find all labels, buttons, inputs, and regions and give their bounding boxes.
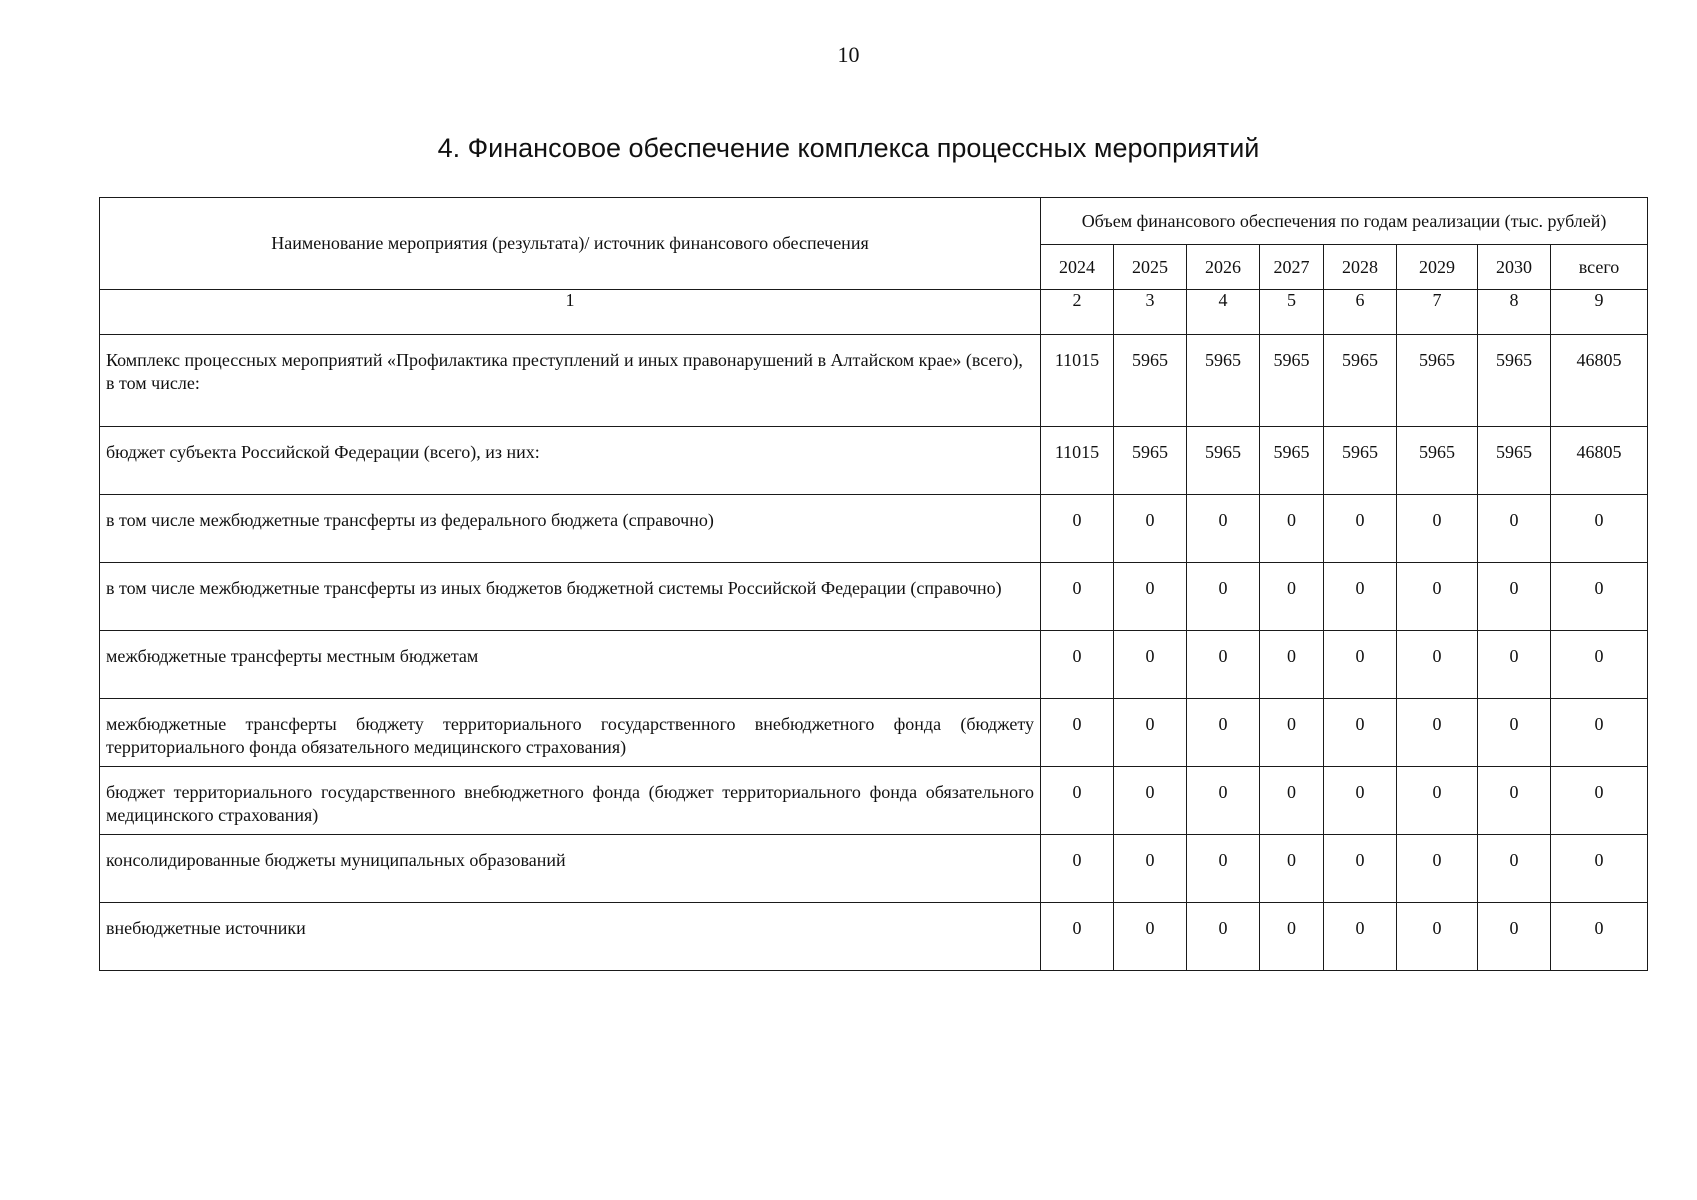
row-value: 0: [1260, 699, 1324, 767]
row-value: 0: [1397, 495, 1478, 563]
row-value: 0: [1114, 631, 1187, 699]
year-column-header: 2029: [1397, 245, 1478, 290]
row-value: 0: [1260, 631, 1324, 699]
row-value: 0: [1324, 495, 1397, 563]
row-value: 0: [1478, 835, 1551, 903]
year-column-header: 2027: [1260, 245, 1324, 290]
page-title: 4. Финансовое обеспечение комплекса процессных мероприятий: [437, 133, 1260, 163]
row-value: 0: [1041, 563, 1114, 631]
row-value: 0: [1551, 699, 1648, 767]
row-value: 0: [1260, 495, 1324, 563]
row-value: 0: [1187, 903, 1260, 971]
row-value: 0: [1041, 835, 1114, 903]
year-column-header: 2025: [1114, 245, 1187, 290]
table-row: [100, 903, 1648, 971]
column-number: 9: [1551, 290, 1648, 335]
row-value: 0: [1041, 699, 1114, 767]
row-value: 0: [1478, 495, 1551, 563]
row-label: [100, 631, 1041, 699]
row-value: 46805: [1551, 427, 1648, 495]
row-value: 0: [1478, 563, 1551, 631]
row-value: 0: [1041, 631, 1114, 699]
row-value: 0: [1041, 767, 1114, 835]
row-value: 0: [1187, 699, 1260, 767]
row-value: 0: [1114, 563, 1187, 631]
row-value: 0: [1114, 767, 1187, 835]
row-value: 5965: [1324, 335, 1397, 427]
column-number: 1: [100, 290, 1041, 335]
row-value: 0: [1551, 631, 1648, 699]
row-label: [100, 699, 1041, 767]
row-value: 0: [1397, 699, 1478, 767]
row-value: 0: [1114, 699, 1187, 767]
row-value: 0: [1551, 767, 1648, 835]
table-row: [100, 427, 1648, 495]
year-column-header: 2026: [1187, 245, 1260, 290]
row-value: 0: [1551, 495, 1648, 563]
row-value: 0: [1324, 767, 1397, 835]
table-row: [100, 835, 1648, 903]
column-number: 8: [1478, 290, 1551, 335]
row-value: 0: [1324, 699, 1397, 767]
row-value: 0: [1551, 903, 1648, 971]
row-value: 0: [1397, 767, 1478, 835]
row-label-text: внебюджетные источники: [106, 918, 306, 938]
row-value: 0: [1114, 903, 1187, 971]
row-value: 0: [1324, 903, 1397, 971]
row-value: 5965: [1478, 335, 1551, 427]
row-value: 0: [1260, 767, 1324, 835]
row-label: [100, 427, 1041, 495]
row-value: 5965: [1478, 427, 1551, 495]
row-value: 11015: [1041, 335, 1114, 427]
row-value: 5965: [1324, 427, 1397, 495]
table-row: [100, 495, 1648, 563]
row-value: 0: [1551, 835, 1648, 903]
year-column-header: 2030: [1478, 245, 1551, 290]
row-value: 5965: [1397, 335, 1478, 427]
column-number: 5: [1260, 290, 1324, 335]
row-value: 0: [1397, 835, 1478, 903]
row-value: 11015: [1041, 427, 1114, 495]
row-value: 5965: [1114, 335, 1187, 427]
row-value: 0: [1187, 495, 1260, 563]
row-value: 0: [1260, 563, 1324, 631]
row-value: 0: [1397, 631, 1478, 699]
row-value: 5965: [1260, 427, 1324, 495]
row-value: 0: [1260, 903, 1324, 971]
row-value: 0: [1187, 835, 1260, 903]
row-label-text: Комплекс процессных мероприятий «Профилактика преступлений и иных правонарушений в Алтайском крае» (всего),: [106, 350, 1023, 370]
row-value: 0: [1041, 903, 1114, 971]
row-label-text: консолидированные бюджеты муниципальных образований: [106, 850, 566, 870]
row-value: 0: [1187, 631, 1260, 699]
year-column-header: 2024: [1041, 245, 1114, 290]
row-label-text: в том числе межбюджетные трансферты из иных бюджетов бюджетной системы Российской Федерации (справочно): [106, 578, 1002, 598]
row-value: 0: [1397, 563, 1478, 631]
row-label: [100, 835, 1041, 903]
column-number: 2: [1041, 290, 1114, 335]
row-value: 5965: [1114, 427, 1187, 495]
volume-group-header: Объем финансового обеспечения по годам реализации (тыс. рублей): [1041, 198, 1648, 245]
row-label: [100, 903, 1041, 971]
row-value: 5965: [1260, 335, 1324, 427]
row-value: 0: [1478, 903, 1551, 971]
row-value: 0: [1114, 835, 1187, 903]
row-value: 0: [1478, 699, 1551, 767]
year-column-header: всего: [1551, 245, 1648, 290]
row-value: 0: [1397, 903, 1478, 971]
row-label-text: бюджет территориального государственного внебюджетного фонда (бюджет территориального фонда обязательного медицинского страхования): [106, 782, 1034, 825]
row-value: 5965: [1397, 427, 1478, 495]
row-value: 0: [1551, 563, 1648, 631]
column-number: 3: [1114, 290, 1187, 335]
row-value: 0: [1260, 835, 1324, 903]
table-row: [100, 335, 1648, 427]
row-label-text: бюджет субъекта Российской Федерации (всего), из них:: [106, 442, 540, 462]
row-label-text: в том числе межбюджетные трансферты из федерального бюджета (справочно): [106, 510, 714, 530]
row-value: 46805: [1551, 335, 1648, 427]
row-value: 0: [1478, 767, 1551, 835]
row-value: 5965: [1187, 427, 1260, 495]
row-value: 0: [1187, 767, 1260, 835]
row-value: 0: [1478, 631, 1551, 699]
row-label: [100, 563, 1041, 631]
row-value: 0: [1324, 563, 1397, 631]
row-value: 0: [1324, 835, 1397, 903]
table-row: [100, 767, 1648, 835]
row-value: 0: [1114, 495, 1187, 563]
row-label: [100, 495, 1041, 563]
row-label: [100, 335, 1041, 427]
table-row: [100, 699, 1648, 767]
column-number: 7: [1397, 290, 1478, 335]
column-number: 6: [1324, 290, 1397, 335]
column-number: 4: [1187, 290, 1260, 335]
row-value: 0: [1187, 563, 1260, 631]
name-column-header: Наименование мероприятия (результата)/ источник финансового обеспечения: [100, 198, 1041, 290]
row-value: 5965: [1187, 335, 1260, 427]
row-value: 0: [1324, 631, 1397, 699]
row-label-text: межбюджетные трансферты местным бюджетам: [106, 646, 479, 666]
table-row: [100, 631, 1648, 699]
row-label-text: межбюджетные трансферты бюджету территориального государственного внебюджетного фонда (бюджету территориального фонда обязательного медицинского страхования): [106, 714, 1034, 757]
financing-table: [99, 197, 1648, 971]
row-value: 0: [1041, 495, 1114, 563]
row-label-subtext: в том числе:: [106, 373, 200, 393]
row-label: [100, 767, 1041, 835]
page-number: 10: [837, 42, 860, 67]
year-column-header: 2028: [1324, 245, 1397, 290]
table-row: [100, 563, 1648, 631]
